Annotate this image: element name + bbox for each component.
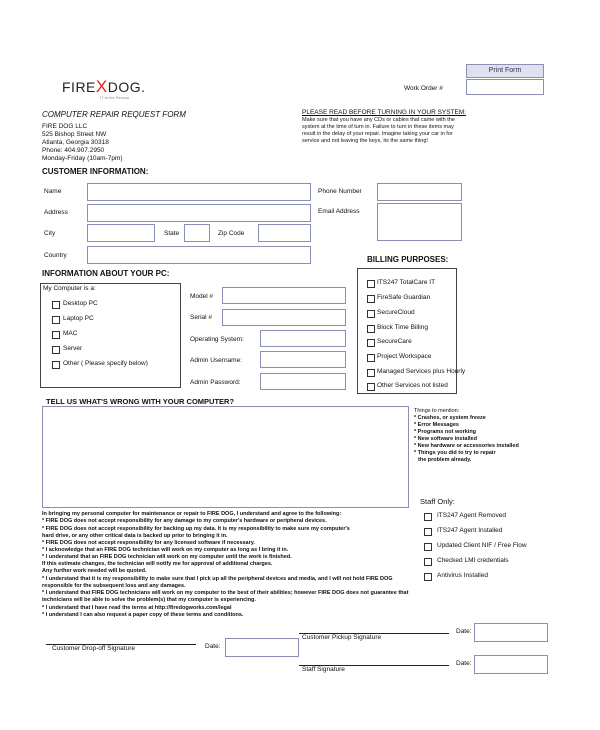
mention-item: * New hardware or accessories installed	[414, 443, 519, 449]
serial-label: Serial #	[190, 314, 213, 321]
company-city: Atlanta, Georgia 30318	[42, 139, 109, 146]
notice-line: system at the time of turn in. Failure to turn in these items may	[302, 124, 454, 130]
work-order-label: Work Order #	[404, 85, 443, 92]
mention-item: the problem already.	[418, 457, 472, 463]
desktop-label: Desktop PC	[63, 300, 98, 307]
terms-line: In bringing my personal computer for maintenance or repair to FIRE DOG, I understand and agree to the following:	[42, 511, 342, 517]
problem-heading: TELL US WHAT'S WRONG WITH YOUR COMPUTER?	[46, 397, 235, 406]
form-title: COMPUTER REPAIR REQUEST FORM	[42, 110, 186, 119]
country-field[interactable]	[87, 246, 311, 264]
staff-checkbox[interactable]	[424, 558, 432, 566]
company-street: 525 Bishop Street NW	[42, 131, 107, 138]
company-phone: Phone: 404.907.2950	[42, 147, 105, 154]
country-label: Country	[44, 252, 67, 259]
billing-label: Block Time Billing	[377, 324, 428, 331]
name-field[interactable]	[87, 183, 311, 201]
dropoff-signature-label: Customer Drop-off Signature	[52, 645, 135, 652]
billing-label: Managed Services plus Hourly	[377, 368, 466, 375]
company-hours: Monday-Friday (10am-7pm)	[42, 155, 123, 162]
notice-line: result in the delay of your repair. Imagine taking your car in for	[302, 131, 453, 137]
zip-field[interactable]	[258, 224, 311, 242]
staff-checkbox[interactable]	[424, 528, 432, 536]
problem-textarea[interactable]	[42, 406, 409, 508]
mac-checkbox[interactable]	[52, 331, 60, 339]
billing-heading: BILLING PURPOSES:	[367, 255, 449, 264]
state-field[interactable]	[184, 224, 210, 242]
logo-text-right: DOG.	[107, 79, 146, 95]
server-checkbox[interactable]	[52, 346, 60, 354]
city-field[interactable]	[87, 224, 155, 242]
pc-heading: INFORMATION ABOUT YOUR PC:	[42, 269, 170, 278]
model-field[interactable]	[222, 287, 346, 304]
name-label: Name	[44, 188, 62, 195]
notice-line: Make sure that you have any CDs or cables that came with the	[302, 117, 455, 123]
email-label: Email Address	[318, 208, 360, 215]
customer-heading: CUSTOMER INFORMATION:	[42, 167, 149, 176]
terms-line: * I understand that an FIRE DOG technician will work on my computer until the work is finished.	[42, 554, 292, 560]
mention-item: * Crashes, or system freeze	[414, 415, 486, 421]
billing-checkbox-project[interactable]	[367, 354, 375, 362]
mention-title: Things to mention:	[414, 408, 460, 414]
pickup-date-label: Date:	[456, 628, 472, 635]
billing-checkbox-securecare[interactable]	[367, 339, 375, 347]
other-label: Other ( Please specify below)	[63, 360, 148, 367]
terms-line: * I understand I can also request a paper copy of these terms and conditions.	[42, 612, 244, 618]
admin-username-label: Admin Username:	[190, 357, 243, 364]
os-label: Operating System:	[190, 336, 244, 343]
billing-label: ITS247 TotalCare IT	[377, 279, 436, 286]
serial-field[interactable]	[222, 309, 346, 326]
pickup-date-field[interactable]	[474, 623, 548, 642]
terms-line: * I understand that FIRE DOG technicians will work on my computer to the best of their abilities; however FIRE DOG does not guarantee that	[42, 590, 409, 596]
mention-item: * Things you did to try to repair	[414, 450, 496, 456]
staff-checkbox[interactable]	[424, 513, 432, 521]
company-name: FIRE DOG LLC	[42, 123, 88, 130]
logo-tagline: IT to the Rescue	[100, 95, 130, 100]
zip-label: Zip Code	[218, 230, 245, 237]
mention-item: * Error Messages	[414, 422, 459, 428]
state-label: State	[164, 230, 180, 237]
terms-line: * I understand that I have read the terms at http://firedogworks.com/legal	[42, 605, 232, 611]
terms-line: responsible for the subsequent loss and any damages.	[42, 583, 186, 589]
notice-line: service and not leaving the keys, its the same thing!	[302, 138, 428, 144]
terms-line: hard drive, or any other critical data is backed up prior to bringing it in.	[42, 533, 228, 539]
email-field[interactable]	[377, 203, 462, 241]
terms-line: If this estimate changes, the technician will notify me for approval of additional charges.	[42, 561, 273, 567]
terms-line: technicians will be able to solve the problem(s) that my computer is experiencing.	[42, 597, 256, 603]
billing-checkbox-its247[interactable]	[367, 280, 375, 288]
billing-label: Project Workspace	[377, 353, 432, 360]
print-form-button[interactable]: Print Form	[466, 64, 544, 78]
mac-label: MAC	[63, 330, 78, 337]
staff-label: ITS247 Agent Removed	[437, 512, 507, 519]
billing-checkbox-blocktime[interactable]	[367, 325, 375, 333]
work-order-field[interactable]	[466, 79, 544, 95]
billing-checkbox-other[interactable]	[367, 383, 375, 391]
my-computer-label: My Computer is a:	[43, 285, 96, 292]
terms-line: * FIRE DOG does not accept responsibility for any damage to my computer's hardware or peripheral devices.	[42, 518, 327, 524]
dropoff-date-field[interactable]	[225, 638, 299, 657]
billing-checkbox-securecloud[interactable]	[367, 310, 375, 318]
terms-line: * I acknowledge that an FIRE DOG technician will work on my computer as long as I bring it in.	[42, 547, 289, 553]
address-label: Address	[44, 209, 68, 216]
terms-line: * I understand that it is my responsibility to make sure that I pick up all the peripheral devices and media, and I will not hold FIRE DOG	[42, 576, 393, 582]
model-label: Model #	[190, 293, 214, 300]
staff-heading: Staff Only:	[420, 497, 455, 506]
logo	[62, 77, 146, 97]
laptop-checkbox[interactable]	[52, 316, 60, 324]
staff-label: Updated Client NIF / Free Flow	[437, 542, 527, 549]
phone-label: Phone Number	[318, 188, 362, 195]
notice-title: PLEASE READ BEFORE TURNING IN YOUR SYSTEM:	[302, 109, 467, 116]
terms-line: * FIRE DOG does not accept responsibility for backing up my data. It is my responsibility to make sure my computer's	[42, 526, 350, 532]
staff-date-field[interactable]	[474, 655, 548, 674]
city-label: City	[44, 230, 56, 237]
desktop-checkbox[interactable]	[52, 301, 60, 309]
staff-label: Antivirus Installed	[437, 572, 488, 579]
mention-item: * New software installed	[414, 436, 477, 442]
billing-label: SecureCloud	[377, 309, 415, 316]
terms-line: * FIRE DOG does not accept responsibility for any licensed software if necessary.	[42, 540, 255, 546]
billing-checkbox-firesafe[interactable]	[367, 295, 375, 303]
logo-text-left: FIRE	[62, 79, 96, 95]
staff-signature-label: Staff Signature	[302, 666, 345, 673]
staff-date-label: Date:	[456, 660, 472, 667]
billing-checkbox-managed[interactable]	[367, 369, 375, 377]
os-field[interactable]	[260, 330, 346, 347]
dropoff-date-label: Date:	[205, 643, 221, 650]
staff-checkbox[interactable]	[424, 543, 432, 551]
logo-x: X	[95, 77, 108, 96]
pc-type-group	[40, 283, 181, 388]
admin-password-label: Admin Password:	[190, 379, 241, 386]
pickup-signature-label: Customer Pickup Signature	[302, 634, 382, 641]
billing-label: SecureCare	[377, 338, 412, 345]
address-field[interactable]	[87, 204, 311, 222]
admin-username-field[interactable]	[260, 351, 346, 368]
billing-label: FireSafe Guardian	[377, 294, 431, 301]
phone-field[interactable]	[377, 183, 462, 201]
admin-password-field[interactable]	[260, 373, 346, 390]
billing-label: Other Services not listed	[377, 382, 448, 389]
laptop-label: Laptop PC	[63, 315, 94, 322]
terms-line: Any further work needed will be quoted.	[42, 568, 147, 574]
mention-item: * Programs not working	[414, 429, 477, 435]
other-checkbox[interactable]	[52, 361, 60, 369]
staff-label: ITS247 Agent Installed	[437, 527, 503, 534]
staff-checkbox[interactable]	[424, 573, 432, 581]
staff-label: Checked LMI credentials	[437, 557, 509, 564]
server-label: Server	[63, 345, 83, 352]
